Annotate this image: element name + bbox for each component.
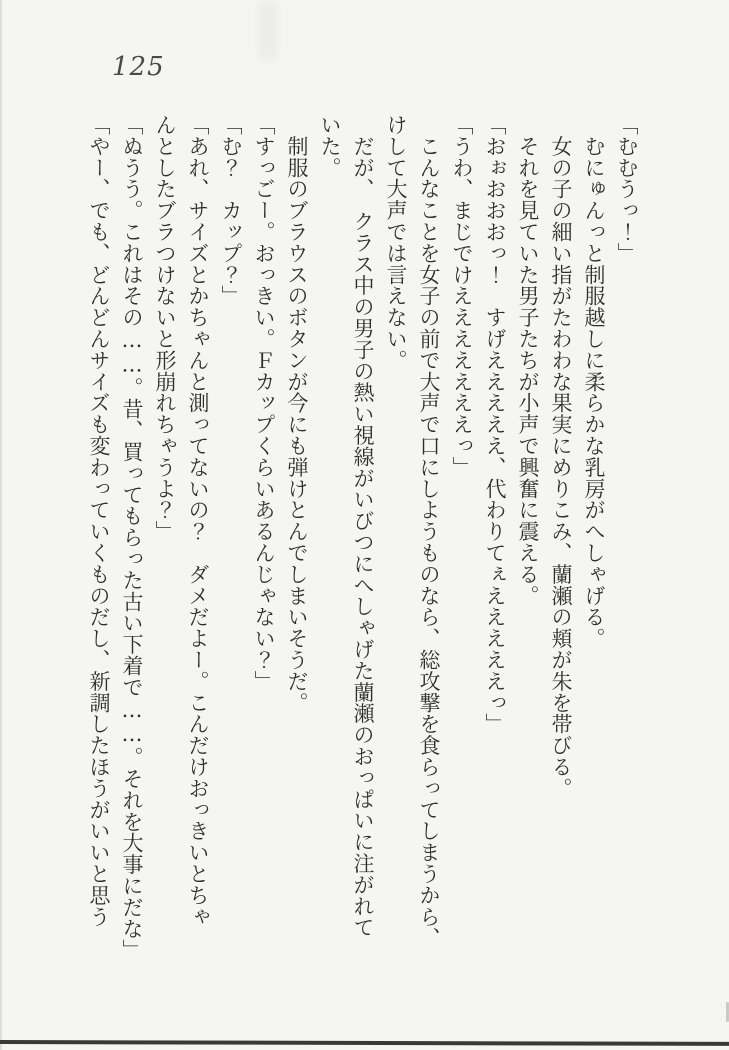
text-line: こんなことを女子の前で大声で口にしようものなら、総攻撃を食らってしまうから、 [417, 114, 441, 949]
scan-edge-bottom [0, 1040, 729, 1046]
text-line: 「すっごー。おっきい。Ｆカップくらいあるんじゃない？」 [252, 114, 276, 692]
text-line: けして大声では言えない。 [384, 114, 408, 371]
text-line: 「むむうっ！」 [615, 114, 639, 264]
text-line: だが、 クラス中の男子の熱い視線がいびつにへしゃげた蘭瀬のおっぱいに注がれて [351, 114, 375, 939]
scan-edge-left [0, 0, 2, 1050]
text-line: 「やー、でも、どんどんサイズも変わっていくものだし、新調したほうがいいと思う [87, 114, 111, 928]
text-line: 「うわ、まじでけえええええええっ」 [450, 114, 474, 478]
text-line: 「あれ、サイズとかちゃんと測ってないの？ ダメだよー。こんだけおっきいとちゃ [186, 114, 210, 928]
page-number: 125 [112, 52, 165, 82]
text-line: んとしたブラつけないと形崩れちゃうよ？」 [153, 114, 177, 542]
text-line: それを見ていた男子たちが小声で興奮に震える。 [516, 114, 540, 607]
text-line: むにゅんっと制服越しに柔らかな乳房がへしゃげる。 [582, 114, 606, 649]
text-line: 制服のブラウスのボタンが今にも弾けとんでしまいそうだ。 [285, 114, 309, 714]
page-text [82, 114, 643, 974]
scan-smudge-top [258, 0, 278, 60]
text-line: 「おぉおおおっ！ すげえええええ、代わりてぇえええええっ」 [483, 114, 507, 735]
text-line: いた。 [318, 114, 342, 179]
text-line: 女の子の細い指がたわわな果実にめりこみ、蘭瀬の頬が朱を帯びる。 [549, 114, 573, 799]
text-line: 「む？ カップ？」 [219, 114, 243, 307]
text-line: 「ぬうう。これはその……。昔、買ってもらった古い下着で……。それを大事にだな」 [120, 114, 144, 961]
